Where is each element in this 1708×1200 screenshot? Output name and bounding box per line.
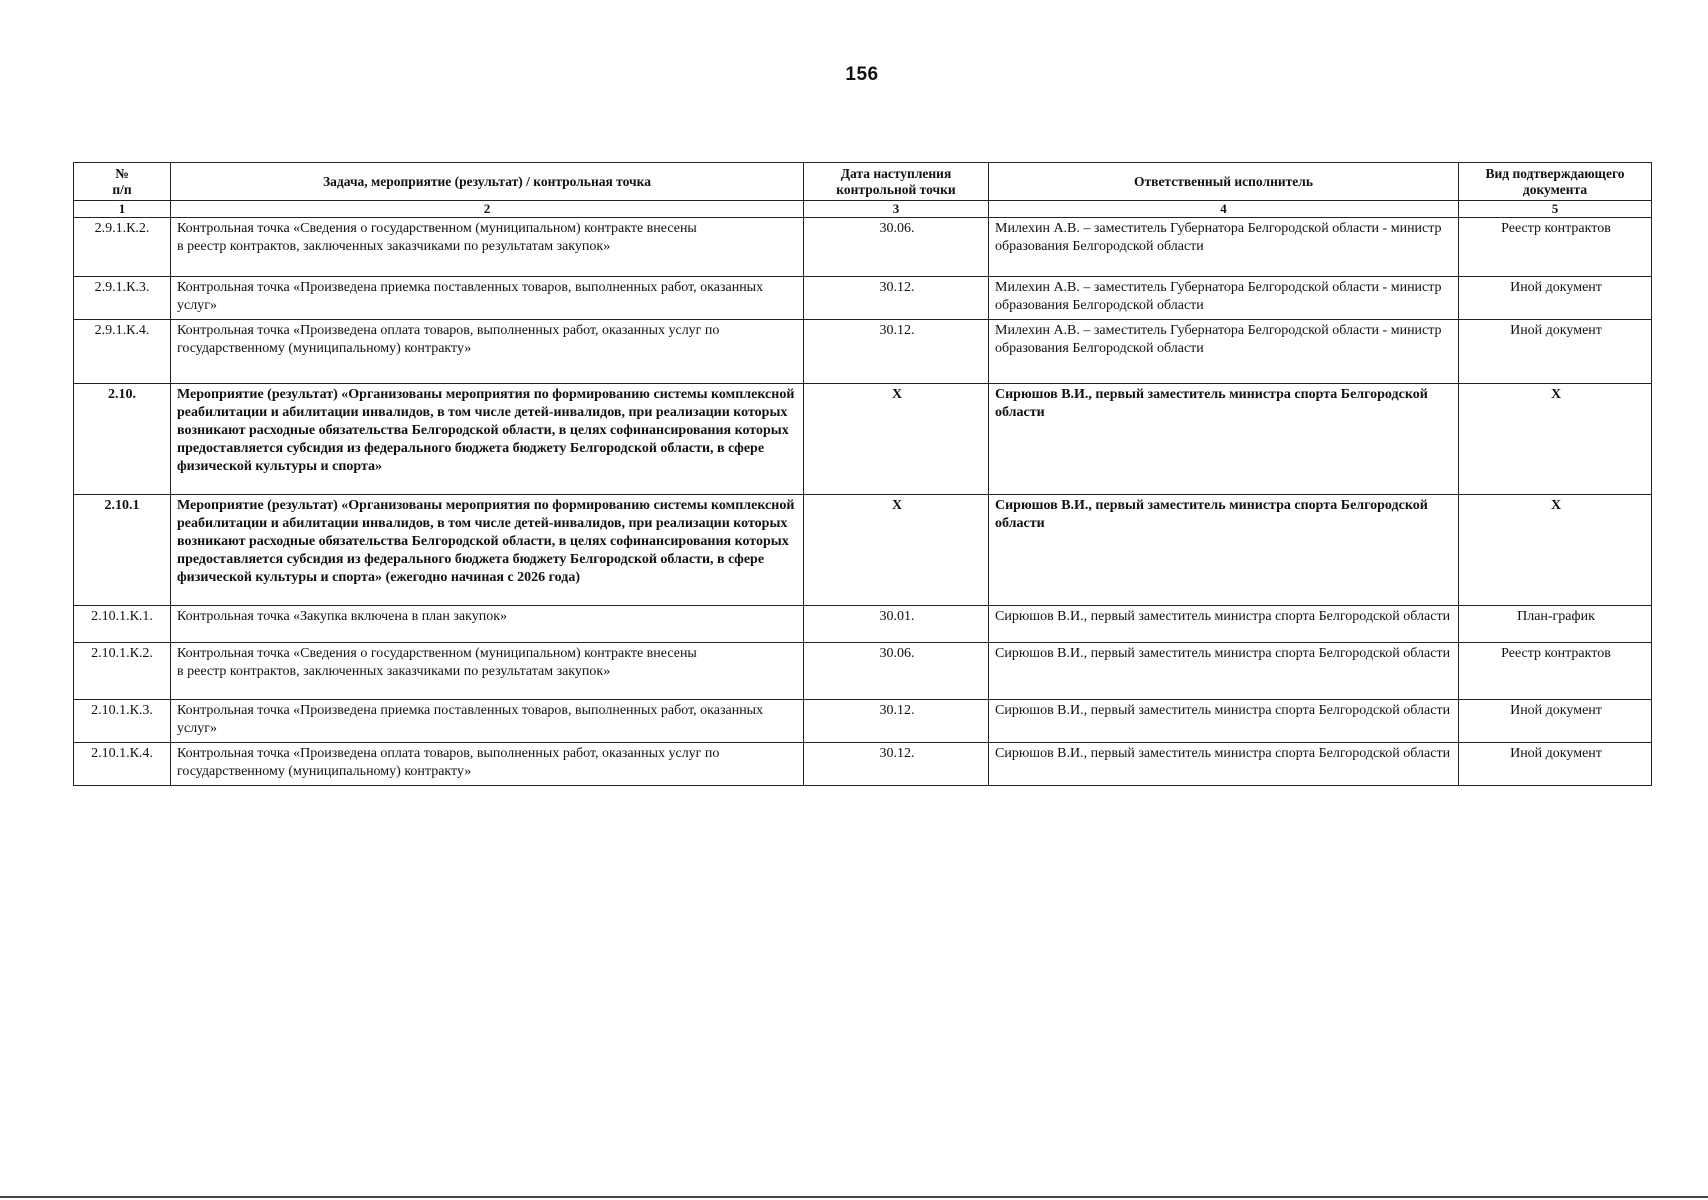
row-document: Иной документ: [1459, 700, 1652, 743]
row-document: Реестр контрактов: [1459, 643, 1652, 700]
row-responsible: Сирюшов В.И., первый заместитель министра спорта Белгородской области: [989, 643, 1459, 700]
row-document: X: [1459, 384, 1652, 495]
row-task: Контрольная точка «Произведена приемка поставленных товаров, выполненных работ, оказанных услуг»: [171, 700, 804, 743]
table-row: [74, 384, 1652, 495]
row-task: Контрольная точка «Произведена оплата товаров, выполненных работ, оказанных услуг по государственному (муниципальному) контракту»: [171, 743, 804, 786]
row-date: 30.12.: [804, 320, 989, 384]
table-row: [74, 277, 1652, 320]
row-responsible: Сирюшов В.И., первый заместитель министра спорта Белгородской области: [989, 606, 1459, 643]
row-task: Контрольная точка «Сведения о государственном (муниципальном) контракте внесены в реестр контрактов, заключенных заказчиками по результатам закупок»: [171, 643, 804, 700]
row-document: Реестр контрактов: [1459, 218, 1652, 277]
column-number: 2: [171, 201, 804, 218]
table-row: [74, 495, 1652, 606]
row-number: 2.9.1.К.2.: [74, 218, 171, 277]
row-number: 2.10.1: [74, 495, 171, 606]
row-date: 30.12.: [804, 743, 989, 786]
table-row: [74, 320, 1652, 384]
table-row: [74, 643, 1652, 700]
row-number: 2.10.: [74, 384, 171, 495]
row-date: 30.12.: [804, 277, 989, 320]
table-row: [74, 606, 1652, 643]
row-responsible: Милехин А.В. – заместитель Губернатора Белгородской области - министр образования Белгородской области: [989, 277, 1459, 320]
column-number: 5: [1459, 201, 1652, 218]
header-num: № п/п: [74, 163, 171, 201]
header-date: Дата наступления контрольной точки: [804, 163, 989, 201]
row-document: План-график: [1459, 606, 1652, 643]
column-number-row: [74, 201, 1652, 218]
column-number: 3: [804, 201, 989, 218]
table-row: [74, 218, 1652, 277]
row-number: 2.10.1.К.4.: [74, 743, 171, 786]
row-responsible: Сирюшов В.И., первый заместитель министра спорта Белгородской области: [989, 495, 1459, 606]
row-date: 30.06.: [804, 643, 989, 700]
row-date: 30.01.: [804, 606, 989, 643]
table-row: [74, 700, 1652, 743]
row-number: 2.10.1.К.3.: [74, 700, 171, 743]
row-date: X: [804, 495, 989, 606]
column-number: 4: [989, 201, 1459, 218]
header-doc: Вид подтверждающего документа: [1459, 163, 1652, 201]
row-document: Иной документ: [1459, 743, 1652, 786]
column-number: 1: [74, 201, 171, 218]
row-task: Мероприятие (результат) «Организованы мероприятия по формированию системы комплексной реабилитации и абилитации инвалидов, в том числе детей-инвалидов, при реализации которых возникают расходные обязательства Белгородской области, в целях софинансирования которых предоставляется субсидия из федерального бюджета бюджету Белгородской области, в сфере физической культуры и спорта» (ежегодно начиная с 2026 года): [171, 495, 804, 606]
row-task: Контрольная точка «Закупка включена в план закупок»: [171, 606, 804, 643]
row-date: 30.06.: [804, 218, 989, 277]
page-bottom-rule: [0, 1196, 1708, 1198]
control-points-table: [73, 162, 1652, 786]
row-number: 2.9.1.К.3.: [74, 277, 171, 320]
row-date: 30.12.: [804, 700, 989, 743]
row-number: 2.10.1.К.2.: [74, 643, 171, 700]
row-responsible: Милехин А.В. – заместитель Губернатора Белгородской области - министр образования Белгородской области: [989, 320, 1459, 384]
row-task: Контрольная точка «Сведения о государственном (муниципальном) контракте внесены в реестр контрактов, заключенных заказчиками по результатам закупок»: [171, 218, 804, 277]
table-row: [74, 743, 1652, 786]
row-number: 2.10.1.К.1.: [74, 606, 171, 643]
header-task: Задача, мероприятие (результат) / контрольная точка: [171, 163, 804, 201]
row-document: Иной документ: [1459, 320, 1652, 384]
row-number: 2.9.1.К.4.: [74, 320, 171, 384]
row-responsible: Милехин А.В. – заместитель Губернатора Белгородской области - министр образования Белгородской области: [989, 218, 1459, 277]
row-document: X: [1459, 495, 1652, 606]
page-number: 156: [845, 64, 879, 85]
table-header-row: [74, 163, 1652, 201]
row-task: Контрольная точка «Произведена приемка поставленных товаров, выполненных работ, оказанных услуг»: [171, 277, 804, 320]
row-responsible: Сирюшов В.И., первый заместитель министра спорта Белгородской области: [989, 743, 1459, 786]
row-task: Контрольная точка «Произведена оплата товаров, выполненных работ, оказанных услуг по государственному (муниципальному) контракту»: [171, 320, 804, 384]
row-responsible: Сирюшов В.И., первый заместитель министра спорта Белгородской области: [989, 384, 1459, 495]
header-responsible: Ответственный исполнитель: [989, 163, 1459, 201]
row-responsible: Сирюшов В.И., первый заместитель министра спорта Белгородской области: [989, 700, 1459, 743]
row-date: X: [804, 384, 989, 495]
row-task: Мероприятие (результат) «Организованы мероприятия по формированию системы комплексной реабилитации и абилитации инвалидов, в том числе детей-инвалидов, при реализации которых возникают расходные обязательства Белгородской области, в целях софинансирования которых предоставляется субсидия из федерального бюджета бюджету Белгородской области, в сфере физической культуры и спорта»: [171, 384, 804, 495]
row-document: Иной документ: [1459, 277, 1652, 320]
